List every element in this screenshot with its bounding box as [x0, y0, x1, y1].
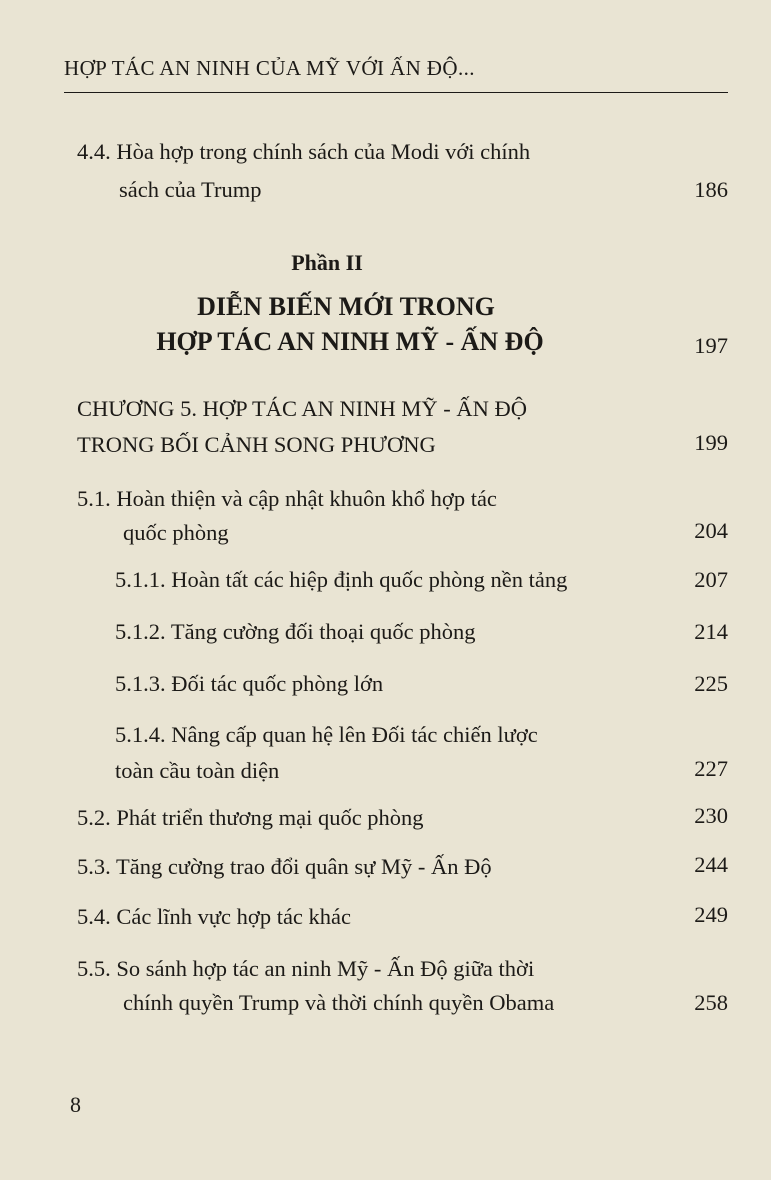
- toc-page-5-1-4: 227: [694, 756, 728, 781]
- toc-entry-5-1-3: 5.1.3. Đối tác quốc phòng lớn: [115, 671, 384, 696]
- toc-page-5-1-1: 207: [694, 567, 728, 592]
- toc-page-5-1-2: 214: [694, 619, 728, 644]
- toc-page-5-1-3: 225: [694, 671, 728, 696]
- toc-page-5-1: 204: [694, 518, 728, 543]
- toc-entry-4-4-line2: sách của Trump: [119, 177, 262, 202]
- header-rule: [64, 92, 728, 93]
- toc-entry-4-4-line1: 4.4. Hòa hợp trong chính sách của Modi với chính: [77, 139, 531, 164]
- toc-entry-5-1-2: 5.1.2. Tăng cường đối thoại quốc phòng: [115, 619, 476, 644]
- toc-entry-5-1-1: 5.1.1. Hoàn tất các hiệp định quốc phòng nền tảng: [115, 567, 568, 592]
- toc-page-5-2: 230: [694, 803, 728, 828]
- toc-page-5-4: 249: [694, 902, 728, 927]
- toc-entry-5-1-line1: 5.1. Hoàn thiện và cập nhật khuôn khổ hợp tác: [77, 486, 497, 511]
- toc-page-ch5: 199: [694, 430, 728, 455]
- toc-entry-5-3: 5.3. Tăng cường trao đổi quân sự Mỹ - Ấn Độ: [77, 854, 492, 879]
- toc-entry-5-5-line2: chính quyền Trump và thời chính quyền Obama: [123, 990, 555, 1015]
- toc-entry-5-4: 5.4. Các lĩnh vực hợp tác khác: [77, 904, 352, 929]
- page-number: 8: [70, 1092, 81, 1117]
- toc-page-4-4: 186: [694, 177, 728, 202]
- part-title-line2: HỢP TÁC AN NINH MỸ - ẤN ĐỘ: [156, 327, 544, 356]
- running-header: HỢP TÁC AN NINH CỦA MỸ VỚI ẤN ĐỘ...: [64, 56, 475, 80]
- toc-entry-5-1-4-line2: toàn cầu toàn diện: [115, 758, 280, 783]
- chapter-5-title-line1: CHƯƠNG 5. HỢP TÁC AN NINH MỸ - ẤN ĐỘ: [77, 396, 527, 421]
- part-title-line1: DIỄN BIẾN MỚI TRONG: [197, 292, 495, 321]
- chapter-5-title-line2: TRONG BỐI CẢNH SONG PHƯƠNG: [77, 432, 436, 457]
- toc-entry-5-5-line1: 5.5. So sánh hợp tác an ninh Mỹ - Ấn Độ giữa thời: [77, 956, 535, 981]
- toc-page-5-3: 244: [694, 852, 728, 877]
- toc-page-part2: 197: [694, 333, 728, 358]
- toc-entry-5-1-4-line1: 5.1.4. Nâng cấp quan hệ lên Đối tác chiến lược: [115, 722, 538, 747]
- toc-entry-5-2: 5.2. Phát triển thương mại quốc phòng: [77, 805, 424, 830]
- toc-entry-5-1-line2: quốc phòng: [123, 520, 229, 545]
- part-label: Phần II: [291, 250, 363, 275]
- toc-page-5-5: 258: [694, 990, 728, 1015]
